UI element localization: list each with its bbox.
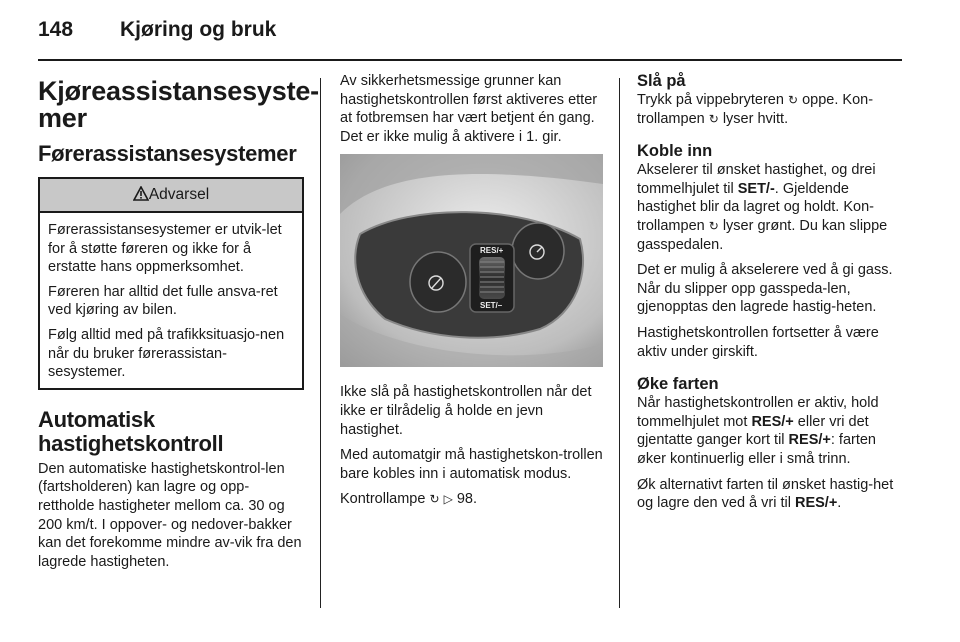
warning-text: Føreren har alltid det fulle ansva-ret ved kjøring av bilen. (48, 283, 278, 319)
warning-text: Førerassistansesystemer er utvik-let for å støtte føreren og ikke for å erstatte hans oppmerksomhet. (48, 222, 282, 276)
cruise-control-icon: ↻ (708, 218, 719, 233)
body-text: Med automatgir må hastighetskon-trollen bare kobles inn i automatisk modus. (340, 447, 603, 482)
cruise-control-icon: ↻ (708, 111, 719, 126)
page-reference-icon: ▷ (443, 492, 453, 507)
column-1 (38, 72, 319, 578)
column-3 (637, 72, 903, 520)
warning-header (40, 179, 302, 213)
body-text: Den automatiske hastighetskontrol-len (fartsholderen) kan lagre og opp-rettholde hastigheter mellom ca. 30 og 200 km/t. I oppover- og nedover-bakker kan det forekomme mindre av-vik fra den lagrede hastigheten. (38, 460, 302, 570)
warning-text: Følg alltid med på trafikksituasjo-nen når du bruker førerassistan-sesystemer. (48, 326, 285, 381)
set-label: SET/– (480, 301, 503, 311)
section-title: Kjøreassistansesyste-mer (38, 76, 319, 133)
subsection-title: Førerassistansesystemer (38, 141, 297, 166)
body-text: Det er mulig å akselerere ved å gi gass. Når du slipper opp gasspeda-len, gjenopptas den lagrede hastig-heten. (637, 262, 893, 316)
subsection-title: Automatisk hastighetskontroll (38, 406, 224, 456)
res-label: RES/+ (480, 246, 504, 256)
step-title: Slå på (637, 72, 686, 90)
steering-wheel-controls-photo (340, 154, 603, 367)
page-number: 148 (38, 18, 74, 41)
step-title: Koble inn (637, 142, 713, 161)
warning-box (38, 177, 304, 390)
column-2 (340, 72, 603, 516)
body-text: Når hastighetskontrollen er aktiv, hold tommelhjulet mot RES/+ eller vri det gjentatte ganger kort til RES/+: farten øker kontinuerlig eller i små trinn. (637, 395, 879, 467)
body-text: Ikke slå på hastighetskontrollen når det ikke er tilrådelig å holde en jevn hastighet. (340, 384, 592, 438)
page-header (38, 18, 276, 42)
warning-icon (133, 186, 149, 201)
cruise-control-icon: ↻ (787, 93, 799, 107)
step-title: Øke farten (637, 375, 719, 394)
chapter-title: Kjøring og bruk (120, 18, 277, 41)
warning-title: Advarsel (148, 186, 210, 203)
body-text: Trykk på vippebryteren ↻ oppe. Kon-trollampen ↻ lyser hvitt. (637, 92, 874, 127)
body-text: Kontrollampe ↻ ▷ 98. (340, 491, 477, 508)
column-divider (619, 78, 620, 608)
body-text: Av sikkerhetsmessige grunner kan hastighetskontrollen først aktiveres etter at fotbremsen har vært betjent én gang. Det er ikke mulig å aktivere i 1. gir. (340, 73, 598, 145)
body-text: Hastighetskontrollen fortsetter å være aktiv under girskift. (637, 324, 879, 360)
header-rule (38, 59, 902, 61)
body-text: Øk alternativt farten til ønsket hastig-het og lagre den ved å vri til RES/+. (637, 476, 894, 512)
column-divider (320, 78, 321, 608)
body-text: Akselerer til ønsket hastighet, og drei tommelhjulet til SET/-. Gjeldende hastighet blir da lagret og holdt. Kon-trollampen ↻ lyser grønt. Du kan slippe gasspedalen. (637, 162, 888, 253)
cruise-control-lamp-icon: ↻ (429, 492, 440, 507)
